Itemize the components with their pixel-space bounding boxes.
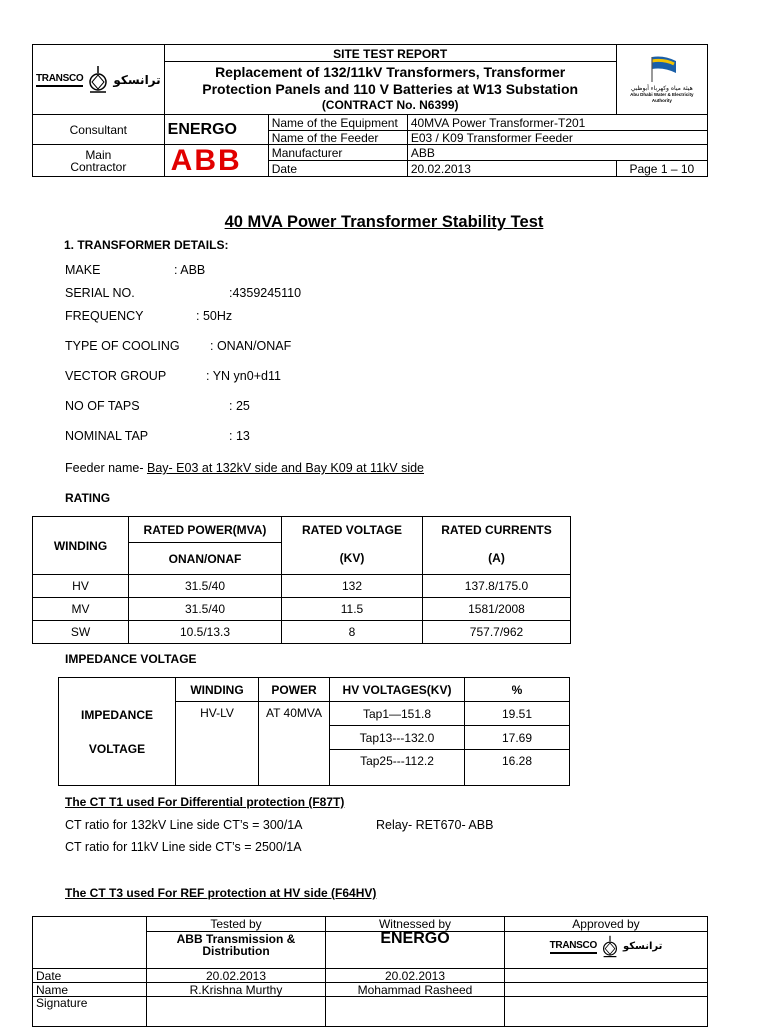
detail-vector-label: VECTOR GROUP [65,369,167,383]
feeder-value: E03 / K09 Transformer Feeder [407,131,707,145]
rating-cell-power: 31.5/40 [129,575,282,598]
detail-cooling-value: : ONAN/ONAF [210,339,292,353]
date-label: Date [268,161,407,177]
detail-frequency-value: : 50Hz [196,309,233,323]
table-row [33,621,571,644]
abb-logo: ABB [170,143,242,177]
report-type: SITE TEST REPORT [165,48,616,62]
impedance-header-winding: WINDING [176,678,259,702]
adwea-flag-icon [642,55,682,83]
consultant-name: ENERGO [167,120,237,138]
rating-cell-voltage: 11.5 [282,598,423,621]
impedance-label-cell [59,678,176,786]
detail-nominal-tap-value: : 13 [229,429,250,443]
table-row [33,598,571,621]
impedance-winding: HV-LV [176,702,259,786]
rating-cell-voltage: 8 [282,621,423,644]
ct1-relay: Relay- RET670- ABB [376,818,494,832]
impedance-table [58,677,570,786]
impedance-tap: Tap1—151.8 [330,702,465,726]
adwea-english: Abu Dhabi Water & Electricity Authority [630,92,694,103]
tested-by-label: Tested by [147,917,325,932]
approved-logo-arabic: ترانسكو [622,941,663,952]
sign-name-approved [505,983,708,997]
table-row [33,575,571,598]
impedance-pct: 19.51 [465,702,570,726]
impedance-tap: Tap13---132.0 [330,726,465,750]
signature-table [32,916,708,1027]
feeder-label: Name of the Feeder [268,131,407,145]
approved-logo-text: TRANSCO [550,940,597,954]
consultant-name-cell [164,115,268,145]
approved-by-label: Approved by [505,917,707,932]
adwea-logo-cell [616,45,707,115]
feeder-name-prefix: Feeder name- [65,461,147,475]
document-title: 40 MVA Power Transformer Stability Test [224,213,544,231]
feeder-name-line [65,461,424,475]
feeder-name-value: Bay- E03 at 132kV side and Bay K09 at 11kV side [146,461,425,475]
manufacturer-label: Manufacturer [268,145,407,161]
transco-logo-cell [33,45,165,115]
impedance-pct: 17.69 [465,726,570,750]
rating-cell-current: 137.8/175.0 [423,575,571,598]
rating-cell-winding: HV [33,575,129,598]
contract-number: (CONTRACT No. N6399) [321,97,459,112]
rating-cell-winding: SW [33,621,129,644]
sign-signature-tested [147,997,326,1027]
sign-date-label: Date [33,969,147,983]
rating-header-voltage-sub: (KV) [282,543,423,575]
rating-header-current: RATED CURRENTS [423,517,571,543]
equipment-value: 40MVA Power Transformer-T201 [407,115,707,131]
impedance-header-pct: % [465,678,570,702]
ct3-heading: The CT T3 used For REF protection at HV side (F64HV) [65,886,377,900]
detail-vector-value: : YN yn0+d11 [206,369,281,383]
sign-date-witness: 20.02.2013 [326,969,505,983]
ct1-ratio-132kv: CT ratio for 132kV Line side CT’s = 300/1A [65,818,303,832]
impedance-label-1: IMPEDANCE [80,707,153,722]
approved-by-cell [505,917,708,969]
sign-signature-witness [326,997,505,1027]
impedance-tap: Tap25---112.2 [330,750,465,786]
rating-header-power: RATED POWER(MVA) [129,517,282,543]
detail-frequency-label: FREQUENCY [65,309,144,323]
rating-cell-current: 1581/2008 [423,598,571,621]
contractor-label: Main Contractor [70,147,127,174]
contractor-label-cell [33,145,165,177]
impedance-heading: IMPEDANCE VOLTAGE [65,652,197,666]
detail-taps-value: : 25 [229,399,250,413]
detail-make-value: : ABB [174,263,206,277]
rating-cell-voltage: 132 [282,575,423,598]
rating-header-voltage: RATED VOLTAGE [282,517,423,543]
detail-cooling-label: TYPE OF COOLING [65,339,180,353]
sign-date-approved [505,969,708,983]
sign-name-label: Name [33,983,147,997]
detail-serial-label: SERIAL NO. [65,286,135,300]
tested-by-cell [147,917,326,969]
impedance-power: AT 40MVA [259,702,330,786]
transco-emblem-icon [87,65,109,95]
witnessed-by-label: Witnessed by [326,917,504,932]
detail-serial-value: :4359245110 [229,286,302,300]
abb-logo-cell [164,145,268,177]
page-number: Page 1 – 10 [616,161,707,177]
ct1-ratio-11kv: CT ratio for 11kV Line side CT’s = 2500/1A [65,840,302,854]
sign-empty-cell [33,917,147,969]
rating-header-power-sub: ONAN/ONAF [129,543,282,575]
impedance-header-hv: HV VOLTAGES(KV) [330,678,465,702]
rating-header-winding: WINDING [33,517,129,575]
rating-heading: RATING [65,491,111,505]
transco-logo-text: TRANSCO [36,73,83,87]
approved-by-logo [505,932,707,959]
rating-cell-power: 10.5/13.3 [129,621,282,644]
detail-make-label: MAKE [65,263,101,277]
section-transformer-details: 1. TRANSFORMER DETAILS: [64,238,229,252]
detail-nominal-tap-label: NOMINAL TAP [65,429,149,443]
transco-logo-arabic: ترانسكو [113,72,161,87]
adwea-arabic: هيئة مياه وكهرباء أبوظبي [630,85,693,92]
impedance-pct: 16.28 [465,750,570,786]
title-line-2: Protection Panels and 110 V Batteries at W13 Substation [202,80,579,97]
rating-table [32,516,571,644]
manufacturer-value: ABB [407,145,707,161]
consultant-label: Consultant [33,115,165,145]
impedance-header-power: POWER [259,678,330,702]
sign-signature-label: Signature [33,997,147,1027]
rating-cell-winding: MV [33,598,129,621]
witnessed-by-cell [326,917,505,969]
equipment-label: Name of the Equipment [268,115,407,131]
sign-signature-approved [505,997,708,1027]
report-header [32,44,708,177]
witnessed-by-org: ENERGO [380,930,450,947]
impedance-label-2: VOLTAGE [88,741,146,756]
rating-cell-current: 757.7/962 [423,621,571,644]
detail-taps-label: NO OF TAPS [65,399,140,413]
sign-name-tested: R.Krishna Murthy [147,983,326,997]
ct1-heading: The CT T1 used For Differential protection (F87T) [65,795,345,809]
title-line-1: Replacement of 132/11kV Transformers, Transformer [215,63,566,80]
sign-date-tested: 20.02.2013 [147,969,326,983]
tested-by-org: ABB Transmission & Distribution [176,932,296,958]
sign-name-witness: Mohammad Rasheed [326,983,505,997]
report-title-cell [164,45,616,115]
date-value: 20.02.2013 [407,161,616,177]
transco-emblem-icon [601,935,619,959]
rating-header-current-sub: (A) [423,543,571,575]
rating-cell-power: 31.5/40 [129,598,282,621]
